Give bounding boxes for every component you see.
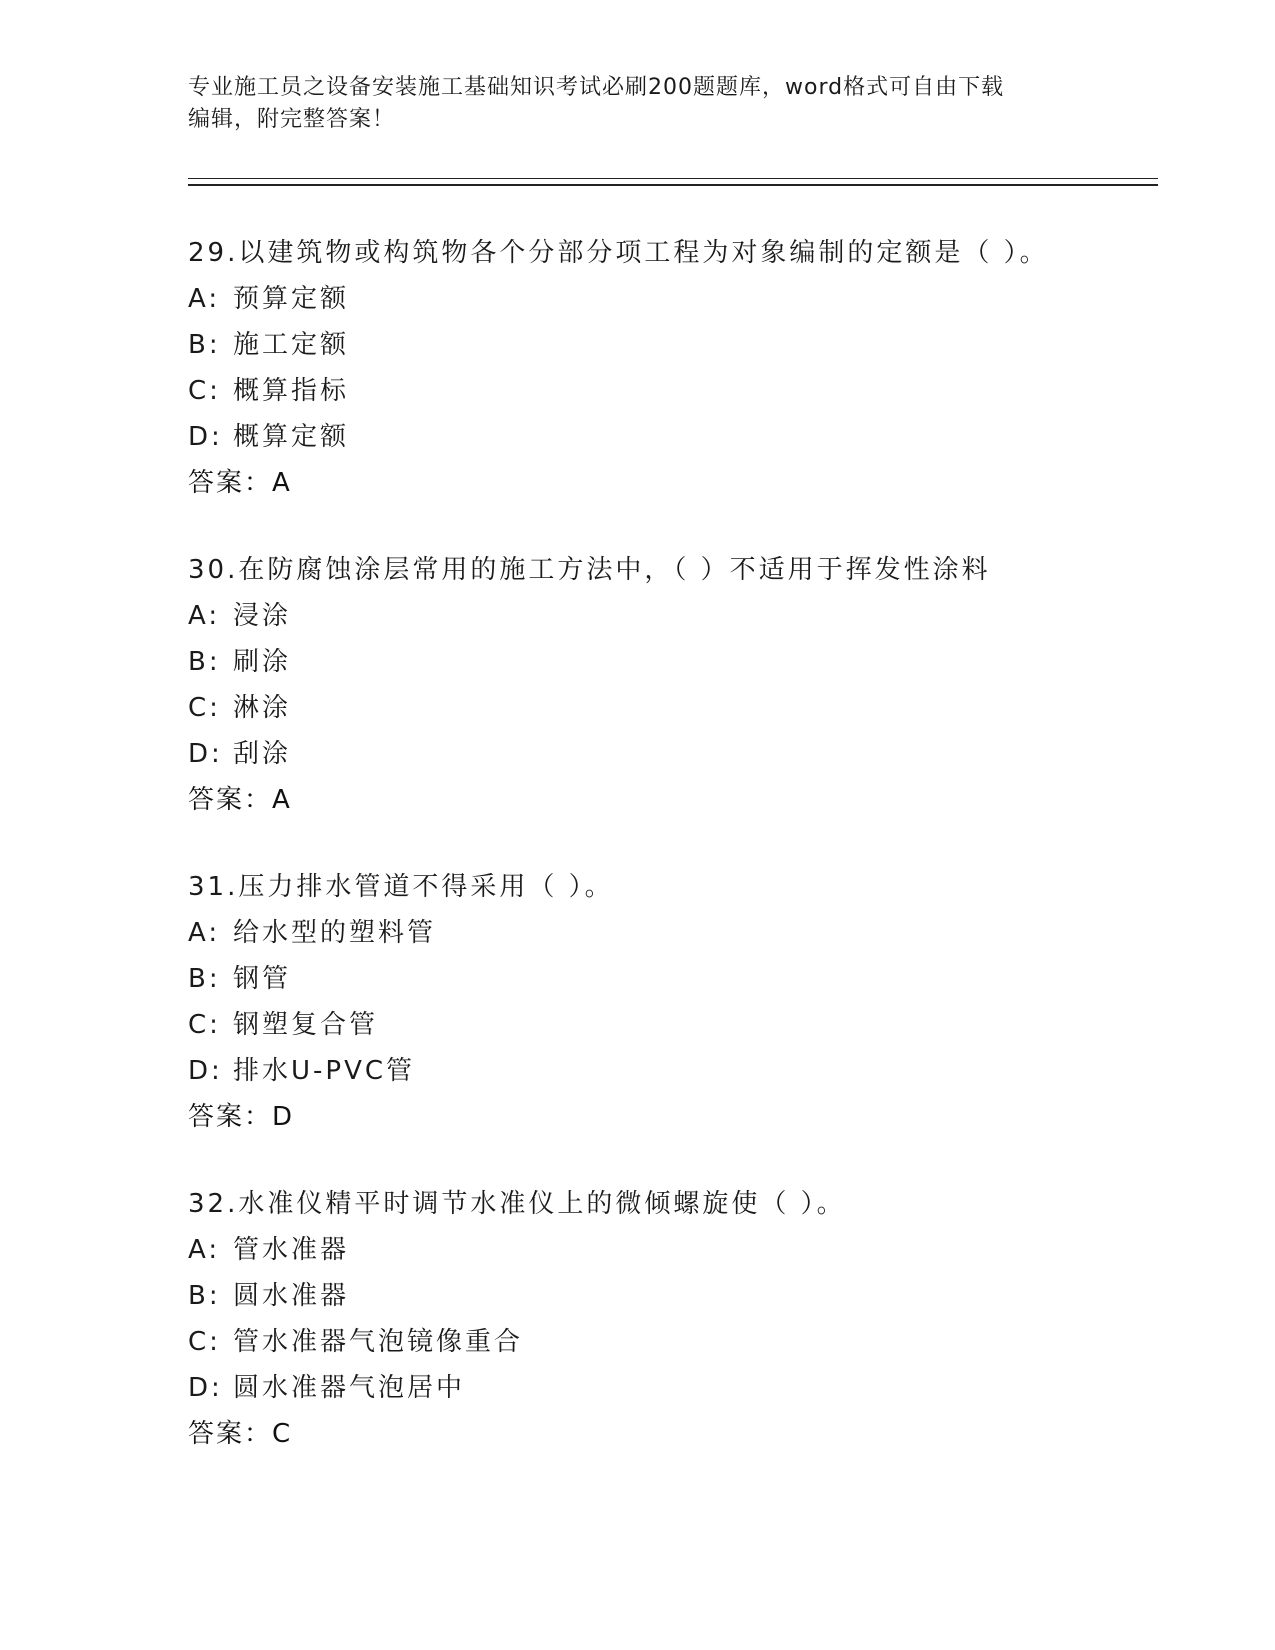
option-text: 给水型的塑料管 [233, 918, 437, 948]
header-line-2: 编辑，附完整答案！ [188, 107, 396, 132]
question-29 [188, 236, 1168, 512]
option-text: 刷涂 [233, 647, 292, 677]
option-text: 施工定额 [233, 330, 350, 360]
option-letter: D: [188, 1373, 223, 1403]
option-text: 圆水准器 [233, 1281, 350, 1311]
document-header [188, 72, 1088, 136]
option-letter: B: [188, 330, 221, 360]
answer-line: 答案：C [188, 1419, 293, 1449]
option-a [188, 282, 1168, 328]
option-letter: D: [188, 422, 223, 452]
option-a [188, 916, 1168, 962]
option-text: 概算指标 [233, 376, 350, 406]
option-b [188, 1279, 1168, 1325]
option-text: 浸涂 [233, 601, 292, 631]
option-b [188, 645, 1168, 691]
question-32 [188, 1187, 1168, 1463]
option-d [188, 1054, 1168, 1100]
question-stem: 29.以建筑物或构筑物各个分部分项工程为对象编制的定额是（ ）。 [188, 238, 1049, 268]
option-text: 淋涂 [233, 693, 292, 723]
option-text: 预算定额 [233, 284, 350, 314]
option-text: 管水准器 [233, 1235, 350, 1265]
option-a [188, 599, 1168, 645]
option-c [188, 691, 1168, 737]
question-stem: 32.水准仪精平时调节水准仪上的微倾螺旋使（ ）。 [188, 1189, 846, 1219]
question-30 [188, 553, 1168, 829]
option-text: 钢管 [233, 964, 292, 994]
option-letter: A: [188, 1235, 221, 1265]
option-text: 概算定额 [233, 422, 350, 452]
answer-line: 答案：A [188, 785, 292, 815]
option-letter: B: [188, 964, 221, 994]
option-letter: B: [188, 1281, 221, 1311]
question-31 [188, 870, 1168, 1146]
option-d [188, 737, 1168, 783]
option-text: 圆水准器气泡居中 [233, 1373, 466, 1403]
option-text: 钢塑复合管 [233, 1010, 379, 1040]
option-c [188, 1325, 1168, 1371]
option-b [188, 328, 1168, 374]
option-letter: C: [188, 693, 221, 723]
question-stem: 30.在防腐蚀涂层常用的施工方法中，（ ）不适用于挥发性涂料 [188, 555, 991, 585]
question-stem: 31.压力排水管道不得采用（ ）。 [188, 872, 614, 902]
option-letter: A: [188, 601, 221, 631]
option-a [188, 1233, 1168, 1279]
option-c [188, 374, 1168, 420]
header-divider [188, 178, 1158, 186]
option-letter: A: [188, 918, 221, 948]
option-c [188, 1008, 1168, 1054]
option-letter: A: [188, 284, 221, 314]
option-letter: C: [188, 376, 221, 406]
option-letter: B: [188, 647, 221, 677]
option-d [188, 1371, 1168, 1417]
option-letter: D: [188, 1056, 223, 1086]
option-text: 管水准器气泡镜像重合 [233, 1327, 524, 1357]
option-letter: C: [188, 1010, 221, 1040]
answer-line: 答案：D [188, 1102, 295, 1132]
answer-line: 答案：A [188, 468, 292, 498]
option-b [188, 962, 1168, 1008]
option-text: 刮涂 [233, 739, 292, 769]
option-d [188, 420, 1168, 466]
option-letter: C: [188, 1327, 221, 1357]
option-letter: D: [188, 739, 223, 769]
header-line-1: 专业施工员之设备安装施工基础知识考试必刷200题题库，word格式可自由下载 [188, 75, 1005, 100]
option-text: 排水U-PVC管 [233, 1056, 416, 1086]
